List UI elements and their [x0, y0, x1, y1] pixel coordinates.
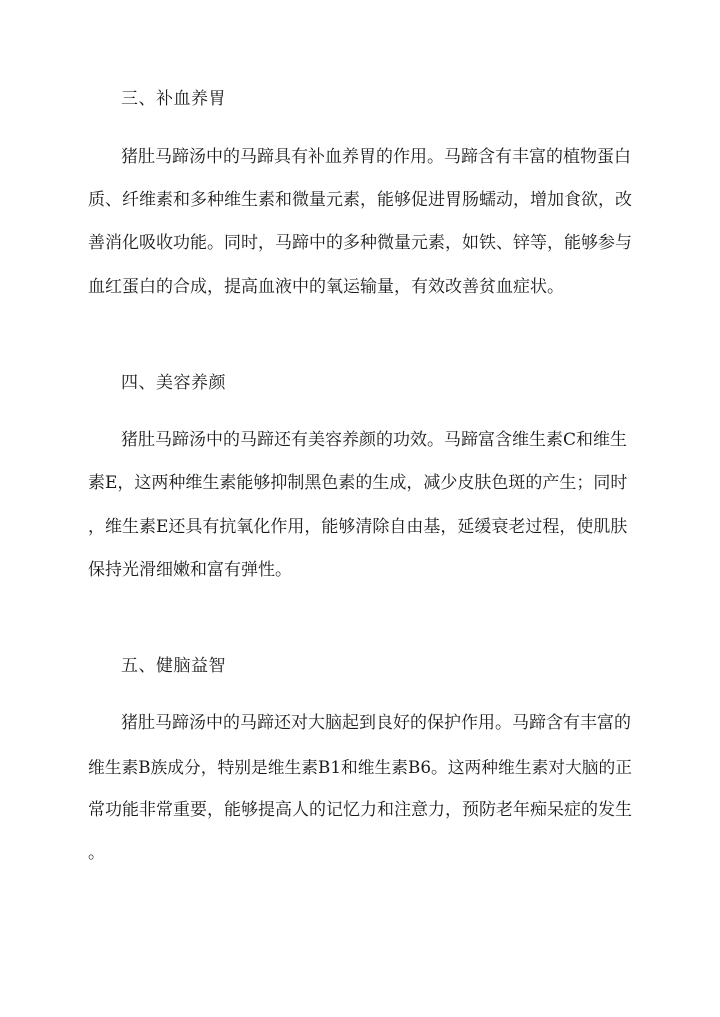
section-heading-beauty: 四、美容养颜 [121, 373, 226, 393]
paragraph-line: 猪肚马蹄汤中的马蹄具有补血养胃的作用。马蹄含有丰富的植物蛋白 [121, 147, 631, 167]
section-heading-blood-stomach: 三、补血养胃 [121, 89, 226, 109]
paragraph-line: 猪肚马蹄汤中的马蹄还有美容养颜的功效。马蹄富含维生素C和维生 [121, 430, 628, 450]
paragraph-line: 善消化吸收功能。同时，马蹄中的多种微量元素，如铁、锌等，能够参与 [88, 233, 632, 253]
paragraph-line: 。 [88, 843, 105, 863]
section-heading-brain: 五、健脑益智 [121, 656, 226, 676]
paragraph-line: ，维生素E还具有抗氧化作用，能够清除自由基，延缓衰老过程，使肌肤 [88, 517, 628, 537]
paragraph-line: 素E，这两种维生素能够抑制黑色素的生成，减少皮肤色斑的产生；同时 [88, 473, 628, 493]
paragraph-line: 保持光滑细嫩和富有弹性。 [88, 560, 292, 580]
paragraph-line: 质、纤维素和多种维生素和微量元素，能够促进胃肠蠕动，增加食欲，改 [88, 190, 632, 210]
paragraph-line: 维生素B族成分，特别是维生素B1和维生素B6。这两种维生素对大脑的正 [88, 757, 632, 777]
paragraph-line: 猪肚马蹄汤中的马蹄还对大脑起到良好的保护作用。马蹄含有丰富的 [121, 713, 631, 733]
paragraph-line: 常功能非常重要，能够提高人的记忆力和注意力，预防老年痴呆症的发生 [88, 800, 632, 820]
paragraph-line: 血红蛋白的合成，提高血液中的氧运输量，有效改善贫血症状。 [88, 277, 564, 297]
